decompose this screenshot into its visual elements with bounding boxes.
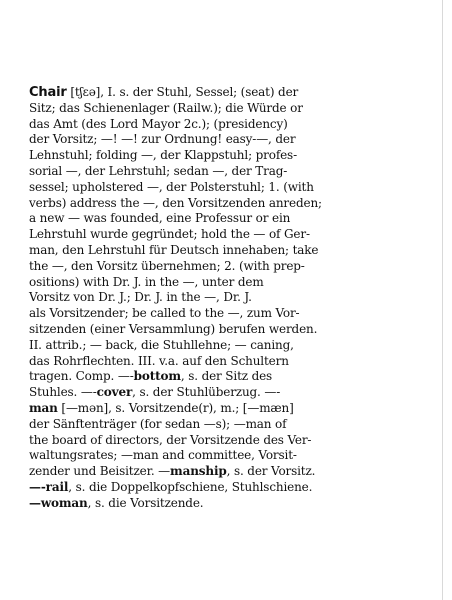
entry-line-9: a new — was founded, eine Professur or ein	[29, 211, 291, 226]
entry-line-18: das Rohrflechten. III. v.a. auf den Schultern	[29, 353, 289, 368]
entry-line-21-text: [—mən], s. Vorsitzende(r), m.; [—mæn]	[57, 400, 294, 415]
compound-cover: cover	[96, 385, 133, 400]
compound-man: man	[29, 400, 58, 415]
entry-line-4: der Vorsitz; —! —! zur Ordnung! easy-—, der	[29, 132, 296, 147]
entry-line-24: waltungsrates; —man and committee, Vorsit-	[29, 448, 297, 463]
entry-line-19-gloss: , s. der Sitz des	[180, 369, 273, 384]
dictionary-entry-chair	[29, 85, 421, 512]
entry-line-6: sorial —, der Lehrstuhl; sedan —, der Trag-	[29, 163, 288, 178]
entry-line-19-text: tragen. Comp. —-	[29, 369, 134, 384]
compound-bottom: bottom	[133, 369, 181, 384]
entry-line-1-text: [tʃɛə], I. s. der Stuhl, Sessel; (seat) der	[66, 85, 299, 99]
entry-line-26	[29, 480, 421, 496]
entry-line-25-gloss: , s. der Vorsitz.	[226, 464, 316, 479]
entry-line-27-text: , s. die Vorsitzende.	[87, 495, 204, 510]
entry-line-10: Lehrstuhl wurde gegründet; hold the — of Ger-	[29, 227, 310, 242]
compound-manship: manship	[170, 464, 227, 479]
entry-line-1	[29, 85, 421, 101]
entry-line-22: der Sänftenträger (for sedan —s); —man of	[29, 416, 287, 431]
entry-line-23: the board of directors, der Vorsitzende des Ver-	[29, 432, 312, 447]
entry-line-20	[29, 385, 421, 401]
page-edge-line	[442, 0, 443, 600]
entry-line-25	[29, 464, 421, 480]
entry-line-17: II. attrib.; — back, die Stuhllehne; — caning,	[29, 337, 294, 352]
entry-line-12: the —, den Vorsitz übernehmen; 2. (with prep-	[29, 258, 305, 273]
entry-line-13: ositions) with Dr. J. in the —, unter dem	[29, 274, 264, 289]
entry-headword: Chair	[29, 85, 67, 100]
compound-woman: —woman	[29, 495, 88, 510]
entry-line-2: Sitz; das Schienenlager (Railw.); die Würde or	[29, 100, 303, 115]
entry-line-20-text: Stuhles. —-	[29, 385, 97, 400]
compound-rail: —-rail	[29, 479, 69, 494]
entry-line-19	[29, 369, 421, 385]
entry-line-11: man, den Lehrstuhl für Deutsch innehaben; take	[29, 242, 319, 257]
entry-line-26-text: , s. die Doppelkopfschiene, Stuhlschiene.	[68, 479, 313, 494]
entry-line-14: Vorsitz von Dr. J.; Dr. J. in the —, Dr. J.	[29, 290, 252, 305]
entry-line-27	[29, 496, 421, 512]
entry-line-3: das Amt (des Lord Mayor 2c.); (presidency)	[29, 116, 288, 131]
entry-line-5: Lehnstuhl; folding —, der Klappstuhl; profes-	[29, 148, 297, 163]
entry-line-25-text: zender und Beisitzer. —	[29, 464, 171, 479]
entry-line-7: sessel; upholstered —, der Polsterstuhl; 1. (with	[29, 179, 314, 194]
entry-line-16: sitzenden (einer Versammlung) berufen werden.	[29, 321, 318, 336]
entry-line-20-gloss: , s. der Stuhlüberzug. —-	[132, 385, 281, 400]
entry-line-15: als Vorsitzender; be called to the —, zum Vor-	[29, 306, 300, 321]
entry-line-8: verbs) address the —, den Vorsitzenden anreden;	[29, 195, 322, 210]
entry-line-21	[29, 401, 421, 417]
